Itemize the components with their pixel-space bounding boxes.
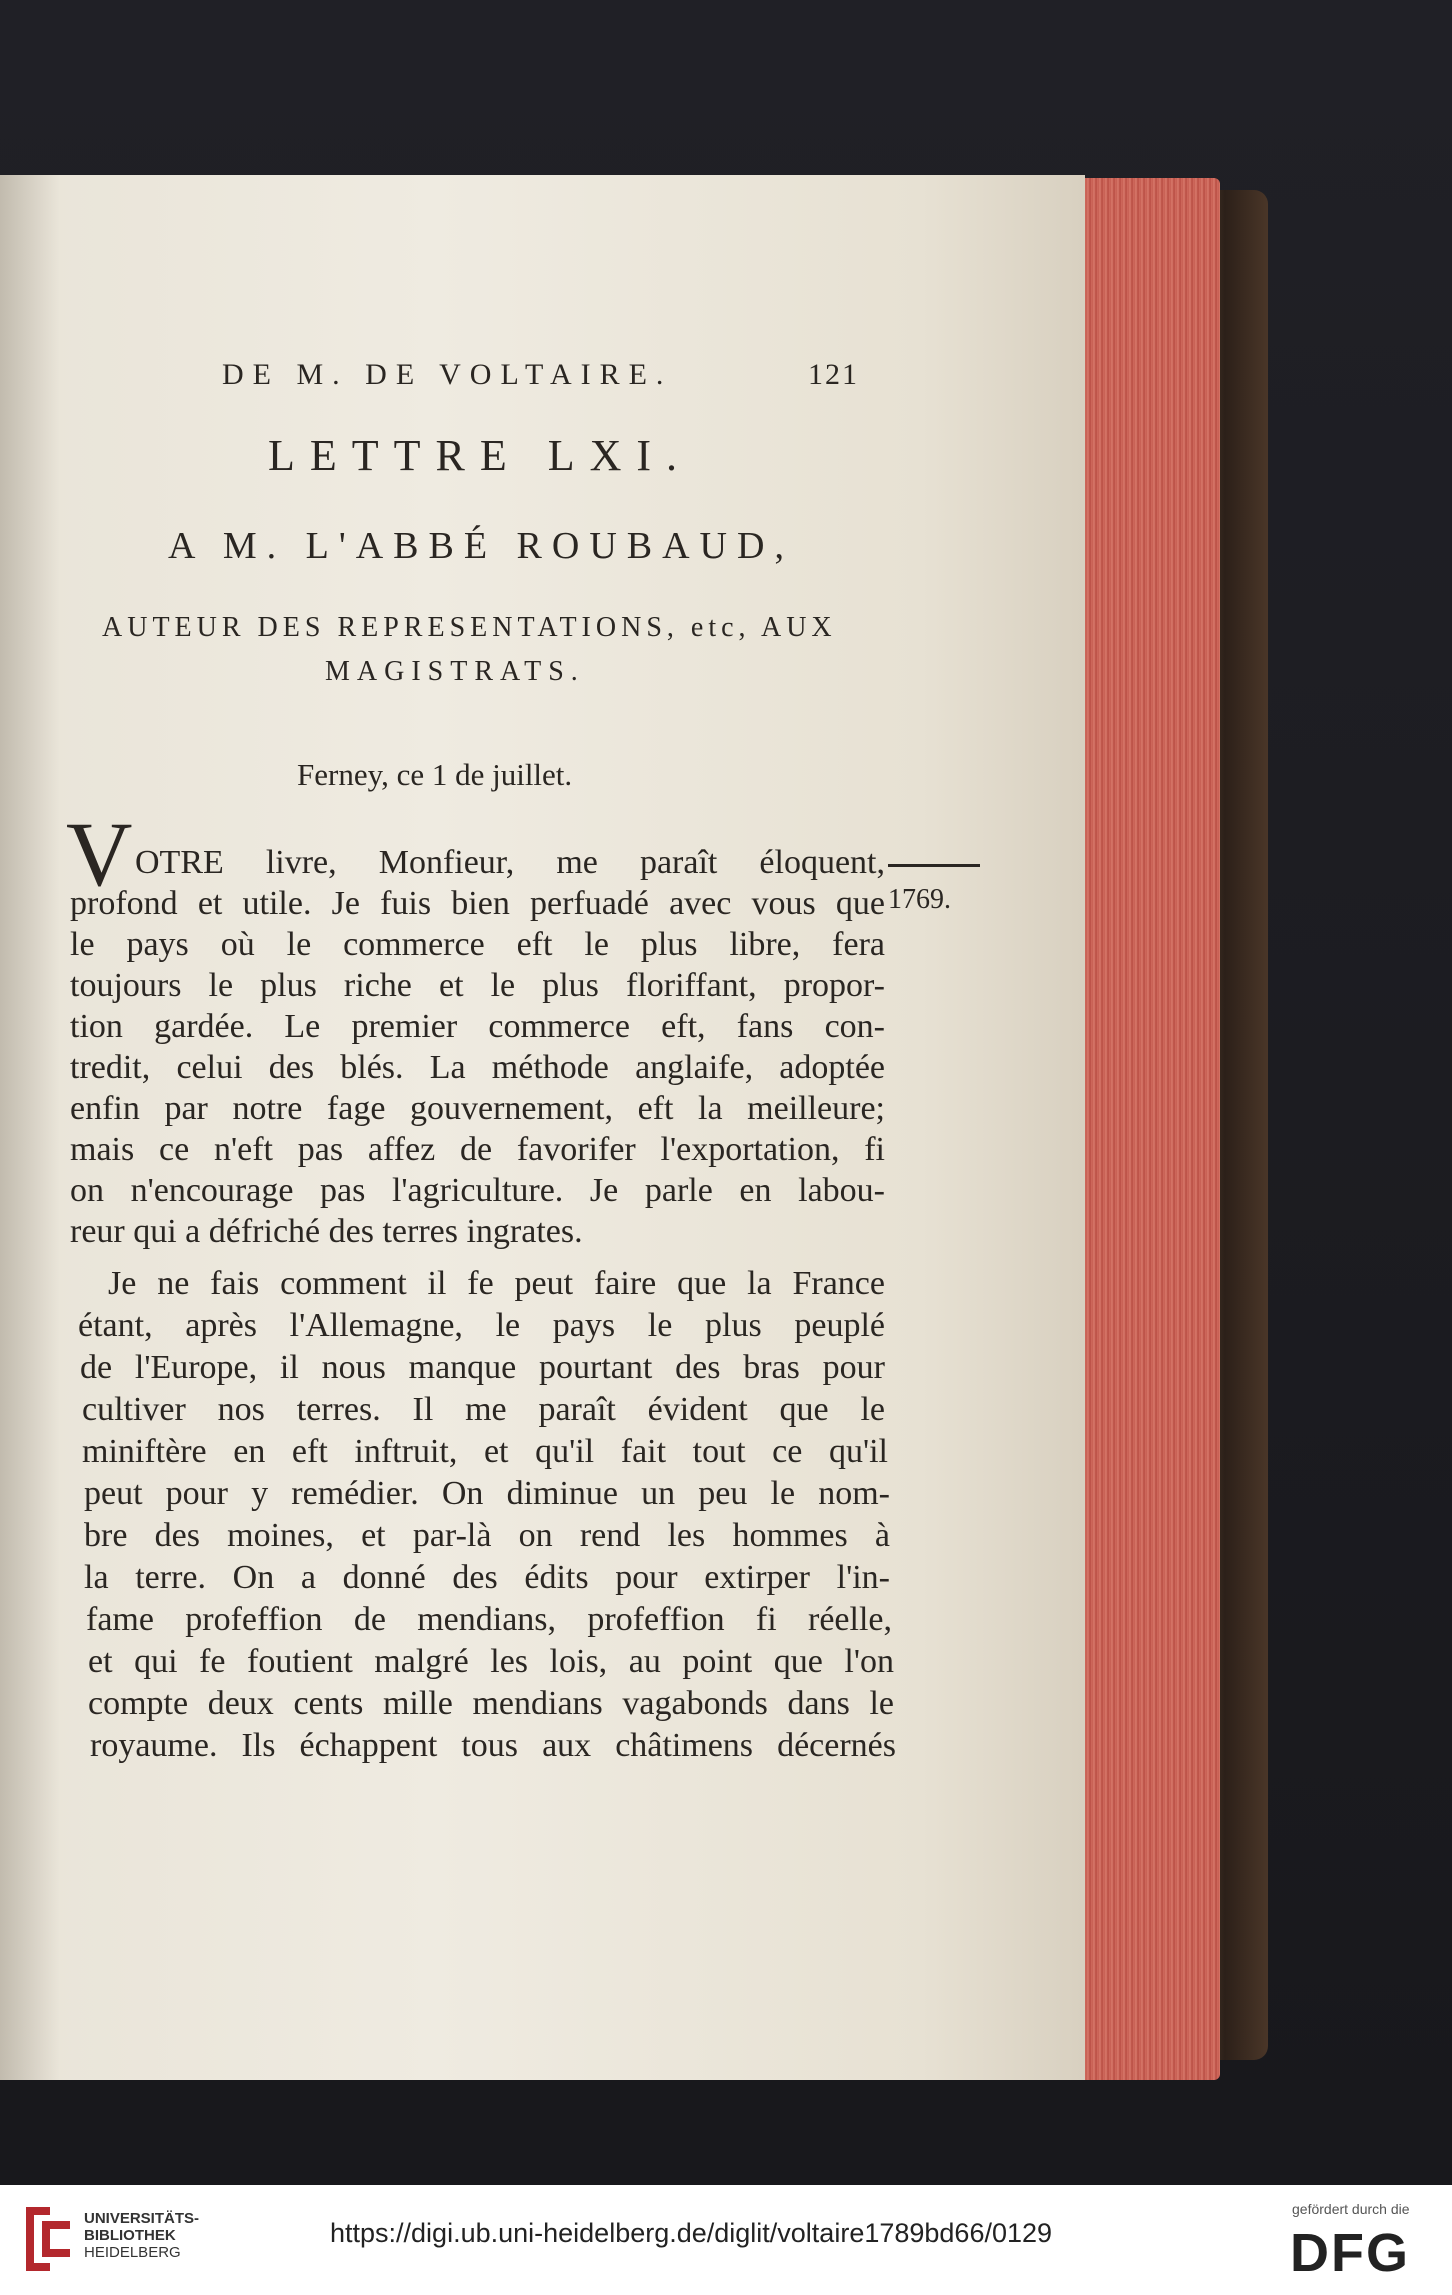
drop-cap: V xyxy=(66,803,133,905)
university-library-logo-icon xyxy=(20,2203,76,2275)
margin-rule xyxy=(888,864,980,867)
institution-line-1: UNIVERSITÄTS- xyxy=(84,2210,200,2227)
permalink-url[interactable]: https://digi.ub.uni-heidelberg.de/diglit/voltaire1789bd66/0129 xyxy=(330,2218,1053,2248)
body-line: on n'encourage pas l'agriculture. Je parle en labou- xyxy=(70,1172,885,1209)
body-line: royaume. Ils échappent tous aux châtimens décernés xyxy=(90,1727,896,1764)
page-edges xyxy=(1080,178,1220,2080)
body-line: toujours le plus riche et le plus floriffant, propor- xyxy=(70,967,885,1004)
page-number: 121 xyxy=(808,358,859,391)
letter-recipient: A M. L'ABBÉ ROUBAUD, xyxy=(168,525,794,567)
body-line: de l'Europe, il nous manque pourtant des bras pour xyxy=(80,1349,885,1386)
body-line: reur qui a défriché des terres ingrates. xyxy=(70,1213,583,1250)
body-line: profond et utile. Je fuis bien perfuadé avec vous que xyxy=(70,885,885,922)
letter-subtitle-line-2: MAGISTRATS. xyxy=(325,656,585,687)
body-line: Je ne fais comment il fe peut faire que la France xyxy=(108,1265,885,1302)
body-line: miniftère en eft inftruit, et qu'il fait tout ce qu'il xyxy=(82,1433,888,1470)
funding-credit: gefördert durch die xyxy=(1292,2201,1410,2217)
body-line: tion gardée. Le premier commerce eft, fans con- xyxy=(70,1008,885,1045)
body-line: fame profeffion de mendians, profeffion fi réelle, xyxy=(86,1601,892,1638)
body-line: le pays où le commerce eft le plus libre, fera xyxy=(70,926,885,963)
margin-year: 1769. xyxy=(888,884,951,915)
dateline: Ferney, ce 1 de juillet. xyxy=(297,757,573,792)
body-line: enfin par notre fage gouvernement, eft la meilleure; xyxy=(70,1090,885,1127)
body-line: tredit, celui des blés. La méthode anglaife, adoptée xyxy=(70,1049,885,1086)
running-head: DE M. DE VOLTAIRE. xyxy=(222,358,673,391)
letter-subtitle-line-1: AUTEUR DES REPRESENTATIONS, etc, AUX xyxy=(102,612,837,643)
spine-shadow xyxy=(0,175,60,2080)
body-line: étant, après l'Allemagne, le pays le plus peuplé xyxy=(78,1307,885,1344)
body-line: et qui fe foutient malgré les lois, au point que l'on xyxy=(88,1643,894,1680)
body-line: mais ce n'eft pas affez de favorifer l'exportation, fi xyxy=(70,1131,885,1168)
institution-line-3: HEIDELBERG xyxy=(84,2244,181,2261)
body-line: peut pour y remédier. On diminue un peu le nom- xyxy=(84,1475,890,1512)
body-line: la terre. On a donné des édits pour extirper l'in- xyxy=(84,1559,890,1596)
dfg-logo: DFG xyxy=(1290,2223,1410,2283)
body-line: cultiver nos terres. Il me paraît évident que le xyxy=(82,1391,885,1428)
university-library-name xyxy=(84,2210,199,2261)
body-line: bre des moines, et par-là on rend les hommes à xyxy=(84,1517,890,1554)
institution-line-2: BIBLIOTHEK xyxy=(84,2227,176,2244)
body-line: OTRE livre, Monfieur, me paraît éloquent, xyxy=(135,844,885,881)
letter-title: LETTRE LXI. xyxy=(268,431,693,480)
body-line: compte deux cents mille mendians vagabonds dans le xyxy=(88,1685,894,1722)
